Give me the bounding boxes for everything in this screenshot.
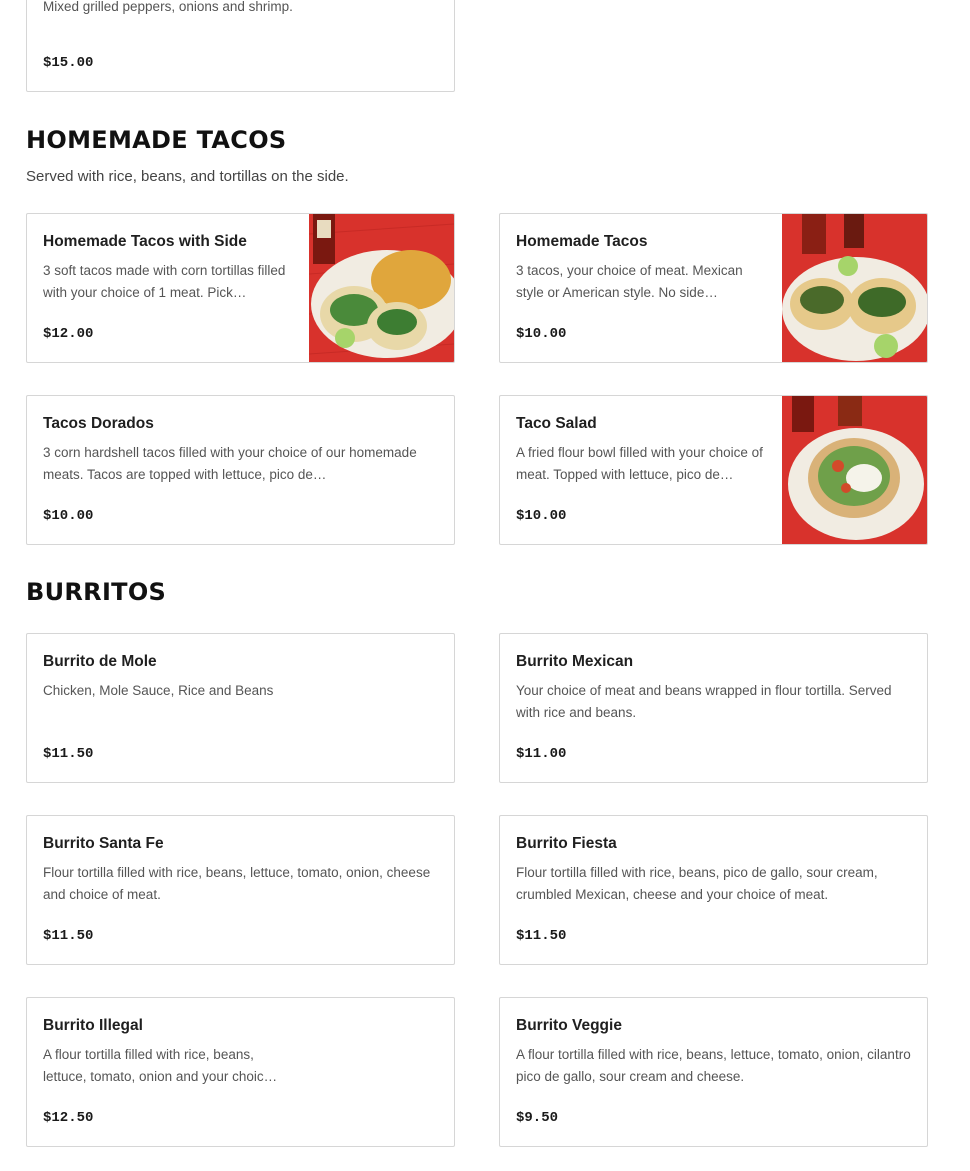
item-description: Chicken, Mole Sauce, Rice and Beans (43, 683, 274, 698)
section-title-tacos: HOMEMADE TACOS (26, 126, 287, 154)
item-price: $12.50 (43, 1110, 94, 1126)
item-description: 3 soft tacos made with corn tortillas filled with your choice of 1 meat. Pick… (43, 263, 286, 300)
item-price: $10.00 (516, 326, 567, 342)
item-name: Taco Salad (516, 415, 597, 432)
menu-item-card[interactable] (26, 997, 455, 1147)
menu-item-card[interactable] (499, 633, 928, 783)
item-photo (782, 396, 927, 544)
item-description: Mixed grilled peppers, onions and shrimp. (43, 0, 293, 14)
item-name: Burrito Santa Fe (43, 835, 164, 852)
menu-item-card[interactable] (499, 395, 928, 545)
menu-item-card[interactable] (499, 997, 928, 1147)
menu-item-card[interactable] (26, 0, 455, 92)
item-price: $15.00 (43, 55, 94, 71)
item-name: Homemade Tacos with Side (43, 233, 247, 250)
item-description: Flour tortilla filled with rice, beans, pico de gallo, sour cream, crumbled Mexican, cheese and your choice of meat. (516, 865, 878, 902)
menu-item-card[interactable] (499, 213, 928, 363)
item-price: $9.50 (516, 1110, 559, 1126)
item-price: $10.00 (43, 508, 94, 524)
item-price: $11.50 (43, 928, 94, 944)
item-name: Burrito Veggie (516, 1017, 622, 1034)
item-name: Burrito Illegal (43, 1017, 143, 1034)
item-description: A flour tortilla filled with rice, beans, lettuce, tomato, onion, cilantro pico de gallo, sour cream and cheese. (516, 1047, 911, 1084)
item-description: Your choice of meat and beans wrapped in flour tortilla. Served with rice and beans. (516, 683, 892, 720)
item-price: $11.50 (516, 928, 567, 944)
menu-item-card[interactable] (26, 815, 455, 965)
item-price: $10.00 (516, 508, 567, 524)
section-subtitle-tacos: Served with rice, beans, and tortillas on the side. (26, 168, 349, 185)
item-name: Burrito de Mole (43, 653, 157, 670)
item-name: Tacos Dorados (43, 415, 154, 432)
item-price: $11.00 (516, 746, 567, 762)
item-description: 3 corn hardshell tacos filled with your choice of our homemade meats. Tacos are topped with lettuce, pico de… (43, 445, 417, 482)
item-photo (309, 214, 454, 362)
item-name: Homemade Tacos (516, 233, 648, 250)
section-title-burritos: BURRITOS (26, 578, 167, 606)
menu-item-card[interactable] (26, 213, 455, 363)
item-price: $11.50 (43, 746, 94, 762)
item-name: Burrito Mexican (516, 653, 634, 670)
menu-item-card[interactable] (26, 633, 455, 783)
item-description: A flour tortilla filled with rice, beans, lettuce, tomato, onion and your choic… (43, 1047, 278, 1084)
item-price: $12.00 (43, 326, 94, 342)
item-description: A fried flour bowl filled with your choice of meat. Topped with lettuce, pico de… (516, 445, 763, 482)
menu-item-card[interactable] (26, 395, 455, 545)
item-name: Burrito Fiesta (516, 835, 617, 852)
item-description: 3 tacos, your choice of meat. Mexican style or American style. No side… (516, 263, 743, 300)
item-photo (782, 214, 927, 362)
item-description: Flour tortilla filled with rice, beans, lettuce, tomato, onion, cheese and choice of meat. (43, 865, 431, 902)
menu-item-card[interactable] (499, 815, 928, 965)
